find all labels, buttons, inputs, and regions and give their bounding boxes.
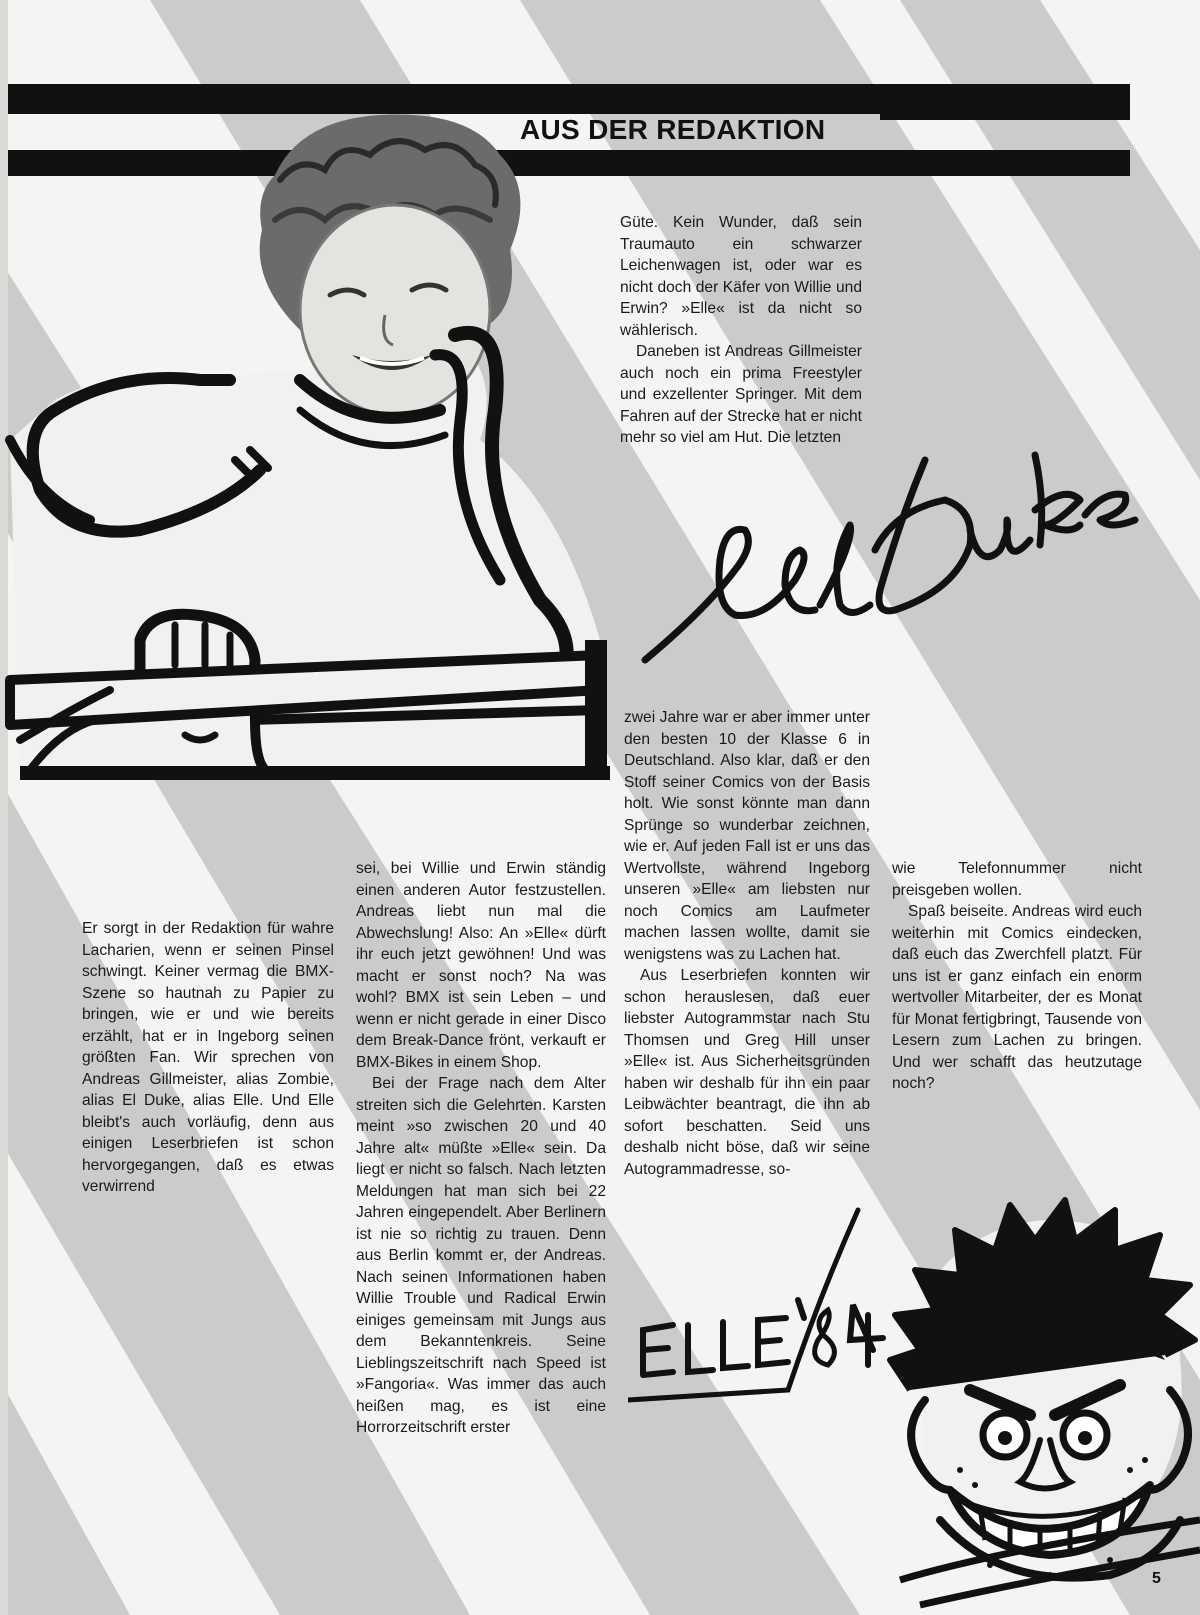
paragraph: Güte. Kein Wunder, daß sein Traumauto ein schwarzer Leichenwagen ist, oder war es nicht doch der Käfer von Willie und Erwin? »Elle« ist da nicht so wählerisch. (620, 214, 862, 339)
article-column-4 (892, 858, 1142, 1095)
paragraph: zwei Jahre war er aber immer unter den besten 10 der Klasse 6 in Deutschland. Also klar, daß er den Stoff seiner Comics von der Basis holt. Wie sonst könnte man dann Sprünge so wunderbar zeichnen, wie er. Auf jeden Fall ist er uns das Wertvollste, während Ingeborg unseren »Elle« am liebsten nur noch Comics am Laufmeter machen lassen wollte, damit sie wenigstens was zu Lachen hat. (624, 709, 870, 963)
paragraph: Aus Leserbriefen konnten wir schon herauslesen, daß euer liebster Autogrammstar nach Stu Thomsen und Greg Hill unser »Elle« ist. Aus Sicherheitsgründen haben wir deshalb für ihn ein paar Leibwächter beantragt, die ihn ab sofort beschatten. Seid uns deshalb nicht böse, daß wir seine Autogrammadresse, so- (624, 967, 870, 1178)
article-column-3-top (620, 212, 862, 449)
paragraph: Spaß beiseite. Andreas wird euch weiterhin mit Comics eindecken, daß euch das Zwerchfell platzt. Für uns ist er ganz einfach ein enorm wertvoller Mitarbeiter, der es Monat für Monat fertigbringt, Tausende von Lesern zum Lachen zu bringen. Und wer schafft das heutzutage noch? (892, 903, 1142, 1092)
paragraph: Bei der Frage nach dem Alter streiten sich die Gelehrten. Karsten meint »so zwischen 20 und 40 Jahre alt« müßte »Elle« sein. Da liegt er nicht so falsch. Nach letzten Meldungen hat man sich bei 22 Jahren eingependelt. Aber Berlinern ist nie so richtig zu trauen. Denn aus Berlin kommt er, der Andreas. Nach seinen Informationen haben Willie Trouble und Radical Erwin einiges gemeinsam mit Jungs aus dem Bekanntenkreis. Seine Lieblingszeitschrift nach Speed ist »Fangoria«. Was immer das auch heißen mag, es ist eine Horrorzeitschrift erster (356, 1075, 606, 1436)
article-column-1 (82, 918, 334, 1198)
paragraph: Er sorgt in der Redaktion für wahre Lacharien, wenn er seinen Pinsel schwingt. Keiner vermag die BMX-Szene so hautnah zu Papier zu bringen, wie er und wie bereits erzählt, hat er in Ingeborg seinen größten Fan. Wir sprechen von Andreas Gillmeister, alias Zombie, alias El Duke, alias Elle. Und Elle bleibt's auch vorläufig, denn aus einigen Leserbriefen ist schon hervorgegangen, daß es etwas verwirrend (82, 920, 334, 1195)
paragraph: Daneben ist Andreas Gillmeister auch noch ein prima Freestyler und exzellenter Springer. Mit dem Fahren auf der Strecke hat er nicht mehr so viel am Hut. Die letzten (620, 343, 862, 446)
paragraph: wie Telefonnummer nicht preisgeben wollen. (892, 860, 1142, 899)
portrait-cartoon-illustration (0, 80, 640, 820)
header-bar-mid-right (880, 112, 1130, 120)
elle-cartoon-face-illustration (880, 1190, 1200, 1610)
signature-el-duke (625, 430, 1145, 690)
page-number: 5 (1152, 1570, 1161, 1587)
page-title: AUS DER REDAKTION (520, 114, 826, 145)
article-column-2 (356, 858, 606, 1439)
article-column-3-bottom (624, 707, 870, 1180)
paragraph: sei, bei Willie und Erwin ständig einen anderen Autor festzustellen. Andreas liebt nun mal die Abwechslung! Also: An »Elle« dürft ihr euch jetzt gewöhnen! Und was macht er sonst noch? Na was wohl? BMX ist sein Leben – und wenn er nicht gerade in einer Disco dem Break-Dance frönt, verkauft er BMX-Bikes in einem Shop. (356, 860, 606, 1071)
